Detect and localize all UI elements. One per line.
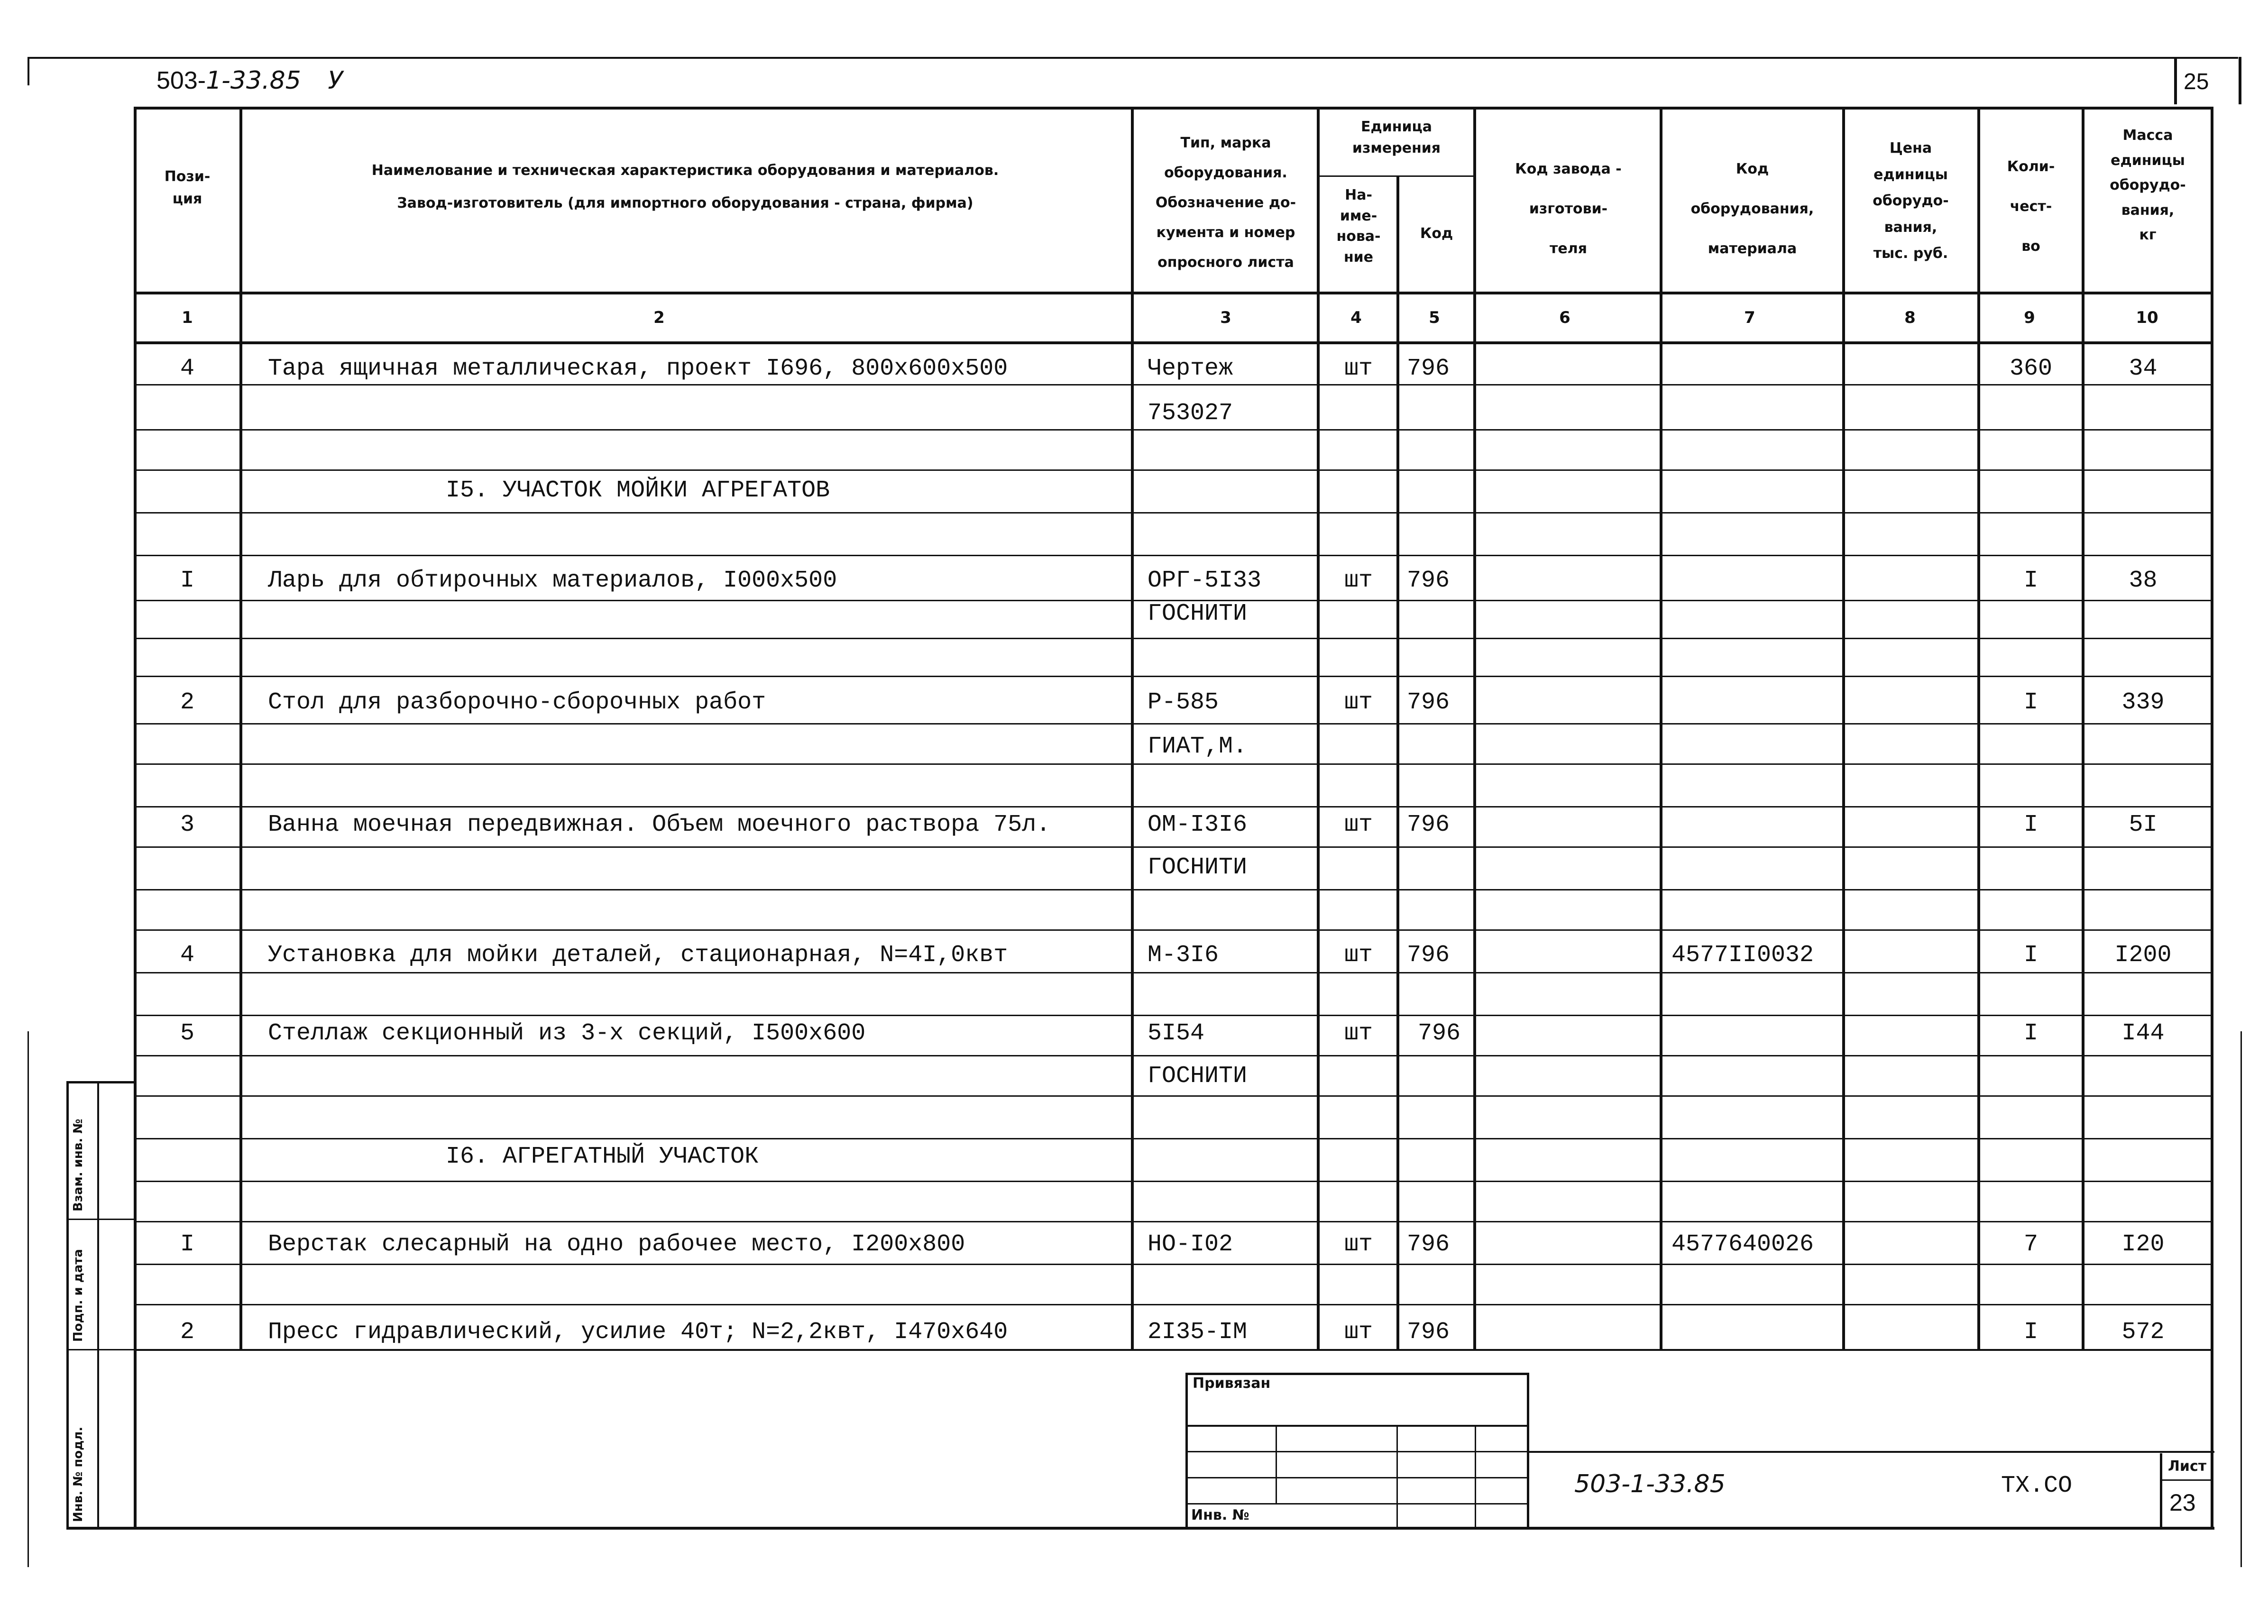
- row-unit: шт: [1344, 567, 1373, 594]
- frame-bottom: [66, 1527, 2214, 1530]
- row-pos: 2: [180, 689, 194, 716]
- row-line: [135, 806, 2212, 807]
- row-type: ОРГ-5I33: [1148, 567, 1262, 594]
- row-qty: 360: [2009, 355, 2052, 382]
- header-factory-code: Код завода - изготови- теля: [1515, 161, 1622, 257]
- colnum-bottom: [135, 341, 2212, 344]
- row-type: ГИАТ,М.: [1148, 733, 1248, 760]
- row-mass: 34: [2129, 355, 2158, 382]
- stamp-vline: [1276, 1425, 1277, 1503]
- row-mass: I44: [2121, 1020, 2165, 1047]
- row-line: [135, 384, 2212, 385]
- row-name: Ванна моечная передвижная. Объем моечного раствора 75л.: [268, 811, 1051, 838]
- row-name: Стол для разборочно-сборочных работ: [268, 689, 766, 716]
- colnum-2: 2: [653, 308, 665, 327]
- side-label-inv-podl: Инв. № подл.: [71, 1426, 85, 1522]
- row-line: [135, 723, 2212, 725]
- header-unit-code: Код: [1420, 225, 1453, 242]
- header-name: Наимелование и техническая характеристика оборудования и материалов. Завод-изготовитель (для импортного оборудования - страна, фирма): [371, 162, 999, 211]
- sheet-label: Лист: [2168, 1458, 2207, 1475]
- sheet-number: 23: [2169, 1489, 2196, 1516]
- stamp-vline: [1475, 1425, 1476, 1527]
- row-unit: шт: [1344, 1020, 1373, 1047]
- row-mass: 38: [2129, 567, 2158, 594]
- table-bottom: [135, 1349, 2212, 1351]
- row-line: [135, 469, 2212, 471]
- top-border: [28, 57, 2238, 59]
- row-unit: шт: [1344, 942, 1373, 969]
- frame-right: [2211, 107, 2213, 1529]
- row-mass: 5I: [2129, 811, 2158, 838]
- row-type: 2I35-IМ: [1148, 1319, 1248, 1346]
- margin-mark: [28, 57, 29, 85]
- frame-top: [135, 107, 2212, 110]
- row-code: 796: [1406, 355, 1450, 382]
- col-line-5: [1473, 107, 1476, 1349]
- side-strip-line: [97, 1081, 99, 1529]
- margin-mark: [2240, 1031, 2242, 1567]
- row-unit: шт: [1344, 355, 1373, 382]
- header-unit: Единица измерения: [1352, 119, 1441, 156]
- row-line: [135, 1181, 2212, 1182]
- colnum-9: 9: [2024, 308, 2035, 327]
- row-code: 796: [1406, 942, 1450, 969]
- row-type: ГОСНИТИ: [1148, 854, 1248, 881]
- row-code: 796: [1406, 567, 1450, 594]
- row-mass: I200: [2114, 942, 2172, 969]
- colnum-4: 4: [1350, 308, 1362, 327]
- colnum-8: 8: [1904, 308, 1916, 327]
- stamp-line: [1185, 1503, 1529, 1505]
- colnum-7: 7: [1744, 308, 1755, 327]
- colnum-1: 1: [182, 308, 193, 327]
- row-type: Р-585: [1148, 689, 1219, 716]
- row-type: ОМ-I3I6: [1148, 811, 1248, 838]
- row-qty: 7: [2023, 1231, 2038, 1258]
- row-pos: 3: [180, 811, 194, 838]
- side-label-vzam: Взам. инв. №: [71, 1119, 85, 1211]
- stamp-doc-code: 503-1-33.85: [1574, 1470, 1726, 1498]
- page-number: 25: [2184, 69, 2209, 94]
- row-pos: I: [180, 567, 194, 594]
- row-qty: I: [2023, 1319, 2038, 1346]
- row-unit: шт: [1344, 811, 1373, 838]
- row-line: [135, 1221, 2212, 1222]
- header-position: Пози- ция: [164, 168, 211, 207]
- stamp-privyazan-label: Привязан: [1193, 1375, 1271, 1392]
- stamp-line: [1185, 1477, 1529, 1478]
- row-mass: 339: [2121, 689, 2165, 716]
- header-equipment-code: Код оборудования, материала: [1690, 161, 1814, 257]
- header-price: Цена единицы оборудо- вания, тыс. руб.: [1873, 140, 1949, 262]
- col-line-6: [1660, 107, 1662, 1349]
- row-code: 796: [1406, 689, 1450, 716]
- side-strip-sep: [66, 1349, 135, 1350]
- row-line: [135, 555, 2212, 556]
- row-pos: 4: [180, 942, 194, 969]
- row-name: Стеллаж секционный из 3-х секций, I500x600: [268, 1020, 866, 1047]
- row-qty: I: [2023, 567, 2038, 594]
- row-unit: шт: [1344, 689, 1373, 716]
- col-line-3: [1317, 107, 1320, 1349]
- row-type: Чертеж: [1148, 355, 1233, 382]
- row-name: Тара ящичная металлическая, проект I696, 800x600x500: [268, 355, 1008, 382]
- row-equip-code: 4577640026: [1671, 1231, 1814, 1258]
- row-unit: шт: [1344, 1319, 1373, 1346]
- row-line: [135, 512, 2212, 514]
- row-line: [135, 676, 2212, 677]
- row-line: [135, 1304, 2212, 1305]
- row-mass: 572: [2121, 1319, 2165, 1346]
- stamp-line: [1185, 1425, 1529, 1427]
- col-line-4: [1396, 175, 1399, 1349]
- row-type: М-3I6: [1148, 942, 1219, 969]
- row-name: Верстак слесарный на одно рабочее место, I200x800: [268, 1231, 965, 1258]
- col-line-1: [239, 107, 242, 1349]
- row-type: НО-I02: [1148, 1231, 1233, 1258]
- row-qty: I: [2023, 942, 2038, 969]
- row-line: [135, 429, 2212, 431]
- row-code: 796: [1417, 1020, 1460, 1047]
- side-strip-sep: [66, 1219, 135, 1220]
- row-pos: 4: [180, 355, 194, 382]
- sheet-box-line: [2160, 1479, 2212, 1481]
- stamp-line: [1185, 1451, 1529, 1452]
- row-type: 5I54: [1148, 1020, 1205, 1047]
- row-line: [135, 889, 2212, 890]
- row-line: [135, 638, 2212, 639]
- col-line-9: [2082, 107, 2084, 1349]
- row-line: [135, 1015, 2212, 1016]
- row-qty: I: [2023, 689, 2038, 716]
- header-unit-name: На- име- нова- ние: [1336, 187, 1381, 266]
- row-qty: I: [2023, 1020, 2038, 1047]
- colnum-6: 6: [1559, 308, 1570, 327]
- header-type: Тип, марка оборудования. Обозначение до- кумента и номер опросного листа: [1155, 135, 1296, 271]
- row-qty: I: [2023, 811, 2038, 838]
- side-label-podp: Подп. и дата: [71, 1249, 85, 1342]
- header-quantity: Коли- чест- во: [2007, 158, 2055, 255]
- row-name: Пресс гидравлический, усилие 40т; N=2,2квт, I470x640: [268, 1319, 1008, 1346]
- row-unit: шт: [1344, 1231, 1373, 1258]
- row-line: [135, 846, 2212, 848]
- row-pos: 2: [180, 1319, 194, 1346]
- row-line: [135, 1264, 2212, 1265]
- row-line: [135, 1138, 2212, 1139]
- header-mass: Масса единицы оборудо- вания, кг: [2110, 127, 2186, 243]
- row-code: 796: [1406, 811, 1450, 838]
- colnum-5: 5: [1429, 308, 1440, 327]
- row-pos: 5: [180, 1020, 194, 1047]
- col-line-2: [1131, 107, 1134, 1349]
- document-code-top: 503-1-33.85 У: [156, 66, 343, 95]
- row-mass: I20: [2121, 1231, 2165, 1258]
- colnum-3: 3: [1220, 308, 1231, 327]
- row-line: [135, 1055, 2212, 1056]
- stamp-doc-suffix: ТХ.СО: [2001, 1472, 2073, 1499]
- row-line: [135, 972, 2212, 973]
- section-title: I6. АГРЕГАТНЫЙ УЧАСТОК: [446, 1143, 759, 1170]
- row-line: [135, 929, 2212, 931]
- row-line: [135, 763, 2212, 765]
- col-line-7: [1842, 107, 1845, 1349]
- row-code: 796: [1406, 1319, 1450, 1346]
- row-pos: I: [180, 1231, 194, 1258]
- row-type: ГОСНИТИ: [1148, 600, 1248, 627]
- row-name: Установка для мойки деталей, стационарная, N=4I,0квт: [268, 942, 1008, 969]
- row-code: 796: [1406, 1231, 1450, 1258]
- row-name: Ларь для обтирочных материалов, I000x500: [268, 567, 837, 594]
- row-type: ГОСНИТИ: [1148, 1063, 1248, 1090]
- col-line-8: [1977, 107, 1980, 1349]
- stamp-main-top: [1529, 1451, 2214, 1453]
- margin-mark: [28, 1031, 29, 1567]
- colnum-10: 10: [2136, 308, 2158, 327]
- row-equip-code: 4577II0032: [1671, 942, 1814, 969]
- row-type: 753027: [1148, 400, 1233, 427]
- row-line: [135, 1095, 2212, 1097]
- header-bottom: [135, 292, 2212, 294]
- stamp-inv-label: Инв. №: [1191, 1507, 1249, 1523]
- stamp-vline: [1396, 1425, 1398, 1527]
- section-title: I5. УЧАСТОК МОЙКИ АГРЕГАТОВ: [446, 477, 830, 504]
